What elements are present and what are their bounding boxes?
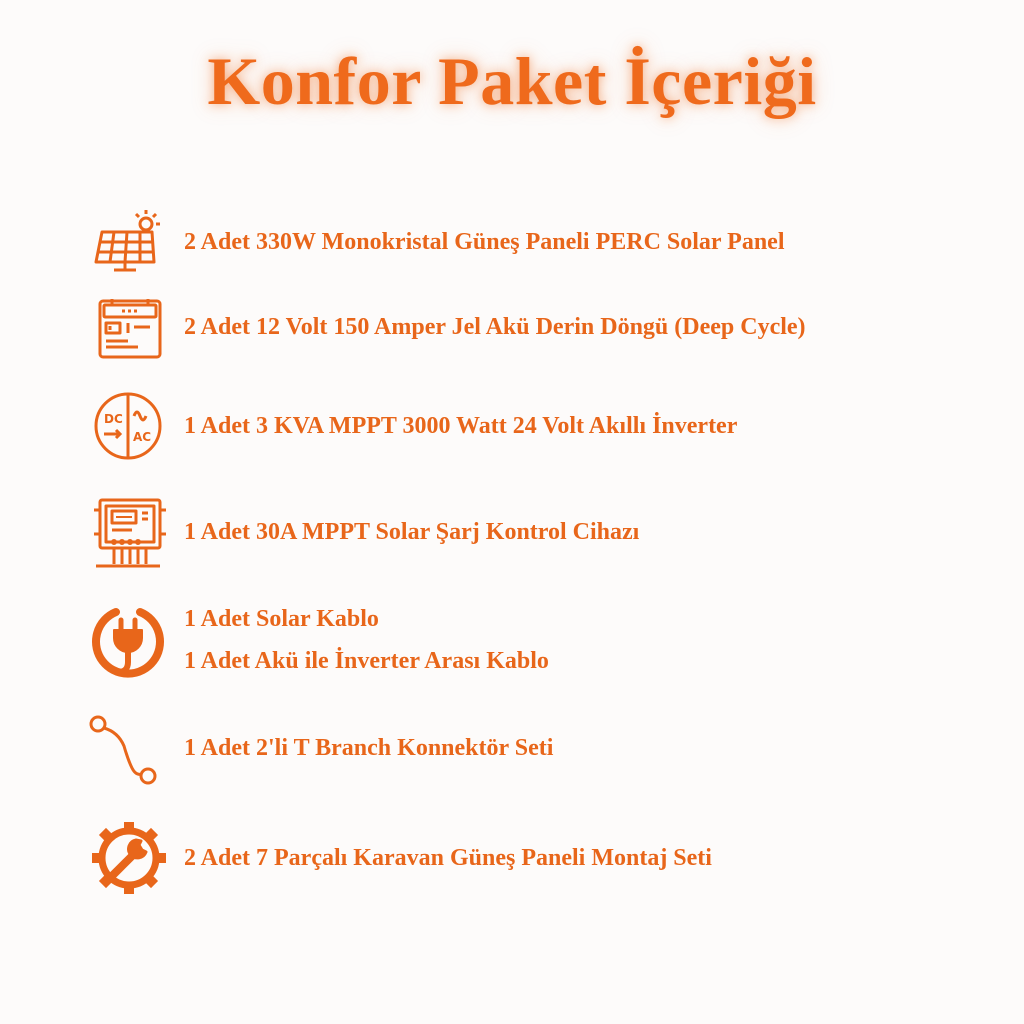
item-text [184,287,806,367]
list-item-connector [88,708,988,788]
list-item-solar-panel [88,202,988,282]
item-line: 2 Adet 12 Volt 150 Amper Jel Akü Derin Döngü (Deep Cycle) [184,314,806,340]
item-text [184,708,553,788]
list-item-mounting-set [88,818,988,898]
item-text [184,386,737,466]
page-title: Konfor Paket İçeriği [207,43,817,119]
wrench-gear-icon [88,818,168,898]
list-item-charge-controller [88,492,988,572]
item-line: 1 Adet 2'li T Branch Konnektör Seti [184,735,554,761]
connector-icon [88,708,168,788]
charge-controller-icon [88,492,168,572]
plug-cable-icon [88,600,168,680]
item-line: 1 Adet Akü ile İnverter Arası Kablo [184,648,549,674]
item-text [184,202,784,282]
battery-icon [88,287,168,367]
item-line: 1 Adet 30A MPPT Solar Şarj Kontrol Cihazı [184,519,640,545]
item-line: 1 Adet Solar Kablo [184,606,379,632]
ac-label: AC [133,430,152,444]
solar-panel-icon [88,202,168,282]
item-text [184,492,639,572]
list-item-cables [88,600,988,680]
list-item-inverter [88,386,988,466]
item-line: 2 Adet 7 Parçalı Karavan Güneş Paneli Montaj Seti [184,845,712,871]
inverter-icon [88,386,168,466]
list-item-battery [88,287,988,367]
item-line: 2 Adet 330W Monokristal Güneş Paneli PERC Solar Panel [184,229,785,255]
item-text [184,818,712,898]
item-line: 1 Adet 3 KVA MPPT 3000 Watt 24 Volt Akıllı İnverter [184,413,738,439]
item-text [184,600,549,680]
dc-label: DC [104,412,123,426]
